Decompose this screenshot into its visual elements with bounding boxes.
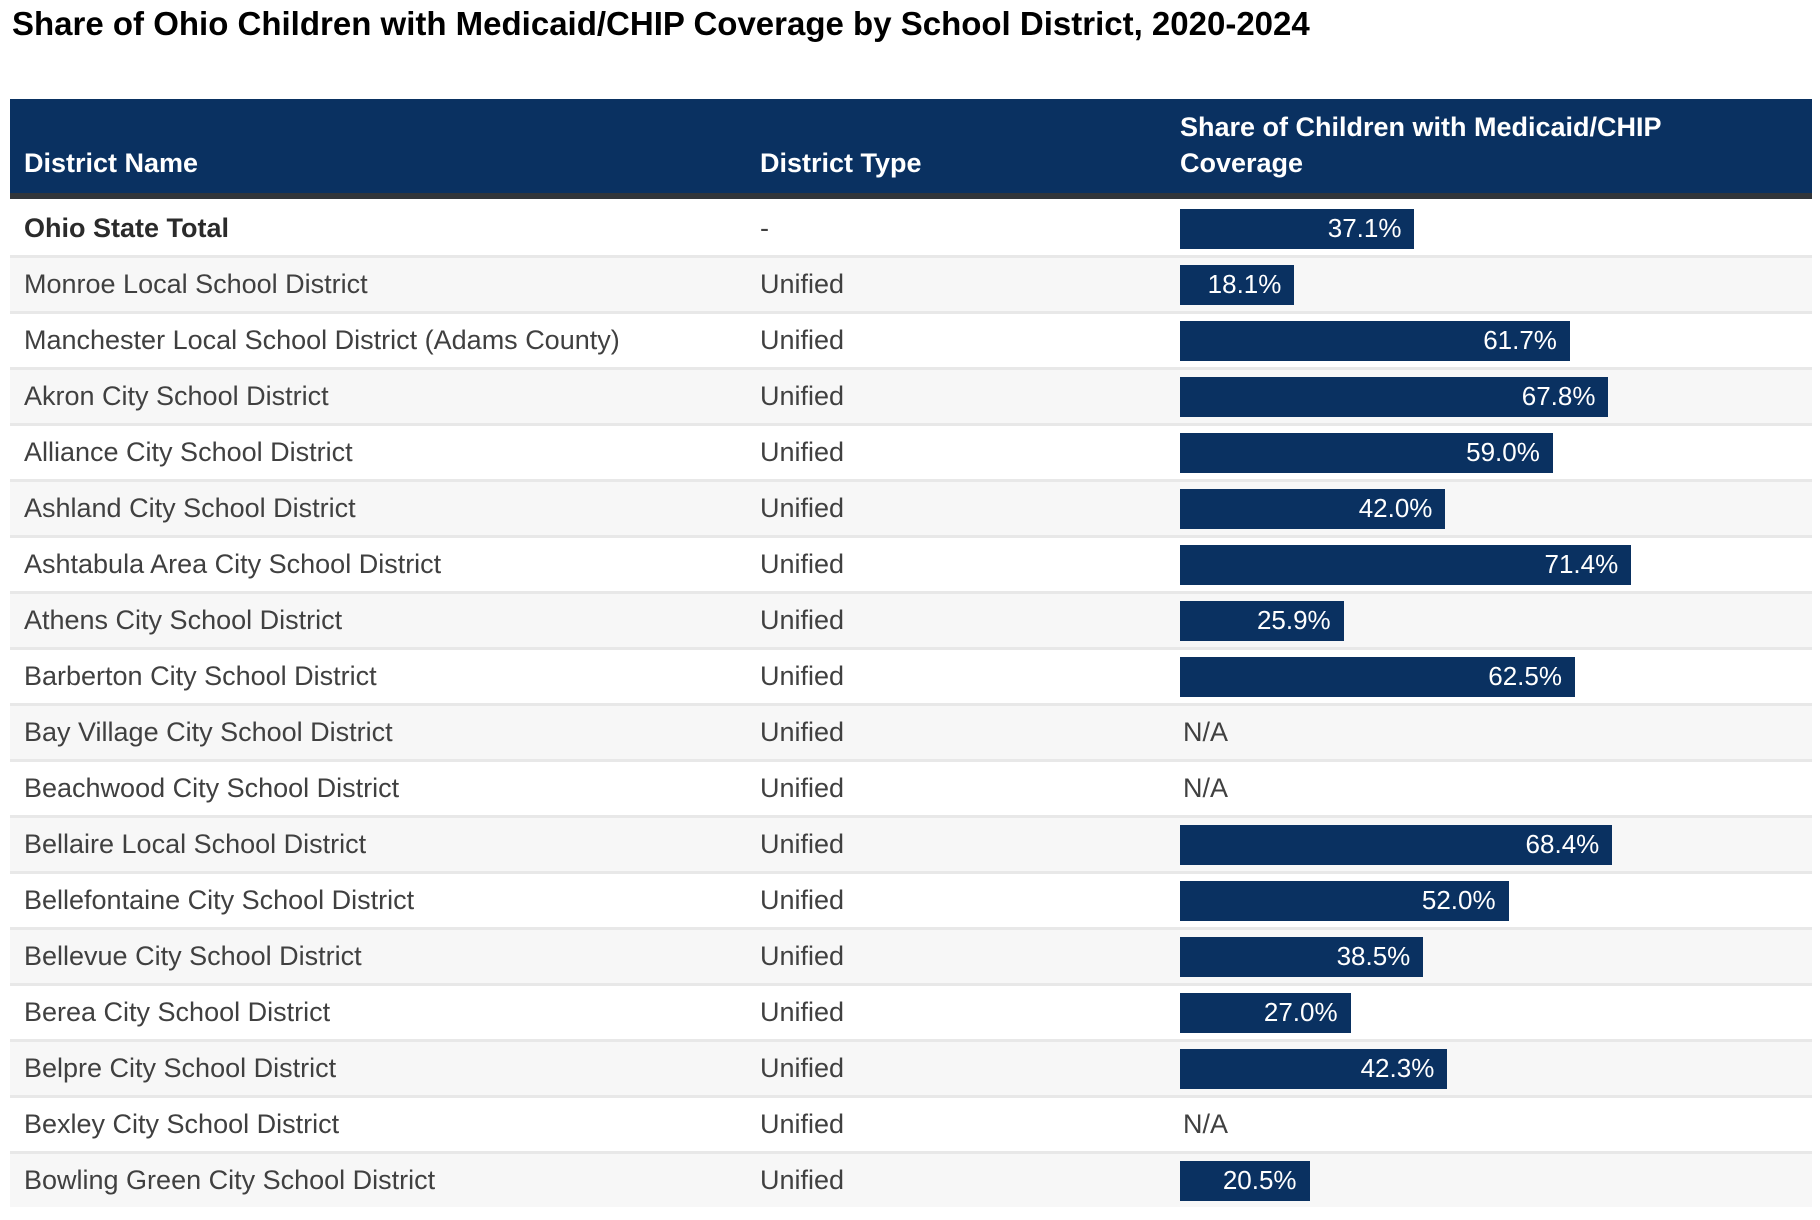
column-header-share-coverage [1180, 109, 1812, 181]
table-row [10, 983, 1812, 1039]
district-type-cell: Unified [760, 325, 845, 355]
share-bar-value-label: 42.3% [1360, 1053, 1435, 1083]
table-header-row [10, 99, 1812, 199]
table-row [10, 1151, 1812, 1207]
district-type-cell: Unified [760, 1053, 845, 1083]
district-name-cell: Bexley City School District [24, 1109, 340, 1139]
district-type-cell: Unified [760, 885, 845, 915]
share-bar [1180, 657, 1575, 697]
share-bar [1180, 937, 1423, 977]
share-coverage-cell [1180, 993, 1812, 1033]
district-name-cell: Bowling Green City School District [24, 1165, 436, 1195]
table-row [10, 815, 1812, 871]
share-bar [1180, 545, 1631, 585]
column-header-district-type-label: District Type [760, 148, 922, 178]
share-bar [1180, 601, 1344, 641]
share-bar [1180, 1049, 1447, 1089]
column-header-share-coverage-label: Share of Children with Medicaid/CHIP Coverage [1180, 112, 1662, 178]
table-row [10, 1039, 1812, 1095]
table-row [10, 703, 1812, 759]
district-type-cell: - [760, 213, 769, 243]
district-name-cell: Ashtabula Area City School District [24, 549, 442, 579]
district-type-cell: Unified [760, 1165, 845, 1195]
table-row [10, 871, 1812, 927]
district-name-cell: Athens City School District [24, 605, 343, 635]
district-name-cell: Akron City School District [24, 381, 329, 411]
share-bar-value-label: 20.5% [1222, 1165, 1297, 1195]
share-bar-value-label: 37.1% [1327, 213, 1402, 243]
share-bar-value-label: 38.5% [1336, 941, 1411, 971]
district-name-cell: Ohio State Total [24, 213, 230, 243]
column-header-district-type [760, 145, 1180, 181]
share-coverage-cell [1180, 881, 1812, 921]
district-type-cell: Unified [760, 437, 845, 467]
share-na-label: N/A [1183, 1109, 1229, 1139]
district-type-cell: Unified [760, 773, 845, 803]
share-bar-value-label: 67.8% [1521, 381, 1596, 411]
share-coverage-cell [1180, 1049, 1812, 1089]
district-name-cell: Berea City School District [24, 997, 331, 1027]
page-title: Share of Ohio Children with Medicaid/CHIP Coverage by School District, 2020-2024 [12, 5, 1310, 42]
share-coverage-cell [1180, 825, 1812, 865]
column-header-district-name [10, 145, 760, 181]
district-name-cell: Bay Village City School District [24, 717, 393, 747]
district-type-cell: Unified [760, 381, 845, 411]
share-bar-value-label: 71.4% [1544, 549, 1619, 579]
table-row [10, 311, 1812, 367]
share-bar-value-label: 59.0% [1466, 437, 1540, 467]
district-type-cell: Unified [760, 549, 845, 579]
share-coverage-cell [1180, 601, 1812, 641]
district-name-cell: Bellefontaine City School District [24, 885, 415, 915]
share-coverage-cell [1180, 265, 1812, 305]
district-name-cell: Beachwood City School District [24, 773, 400, 803]
share-coverage-cell [1180, 657, 1812, 697]
share-coverage-cell [1180, 545, 1812, 585]
share-bar [1180, 209, 1414, 249]
share-bar [1180, 377, 1608, 417]
district-type-cell: Unified [760, 997, 845, 1027]
table-row [10, 479, 1812, 535]
district-name-cell: Ashland City School District [24, 493, 356, 523]
share-bar [1180, 321, 1570, 361]
share-coverage-cell [1180, 489, 1812, 529]
share-bar [1180, 265, 1294, 305]
district-type-cell: Unified [760, 605, 845, 635]
share-na-label: N/A [1183, 773, 1229, 803]
share-bar-value-label: 27.0% [1263, 997, 1338, 1027]
share-bar [1180, 881, 1509, 921]
district-type-cell: Unified [760, 661, 845, 691]
table-row [10, 423, 1812, 479]
share-bar-value-label: 61.7% [1483, 325, 1557, 355]
share-coverage-cell [1180, 321, 1812, 361]
table-row [10, 367, 1812, 423]
share-bar-value-label: 18.1% [1207, 269, 1282, 299]
share-bar [1180, 825, 1612, 865]
table-row [10, 199, 1812, 255]
district-type-cell: Unified [760, 717, 845, 747]
share-coverage-cell [1180, 1161, 1812, 1201]
district-name-cell: Bellevue City School District [24, 941, 362, 971]
district-type-cell: Unified [760, 269, 845, 299]
district-name-cell: Monroe Local School District [24, 269, 368, 299]
district-name-cell: Alliance City School District [24, 437, 353, 467]
share-bar-value-label: 68.4% [1525, 829, 1600, 859]
district-name-cell: Barberton City School District [24, 661, 377, 691]
table-row [10, 1095, 1812, 1151]
share-bar-value-label: 25.9% [1256, 605, 1331, 635]
district-type-cell: Unified [760, 493, 845, 523]
share-bar [1180, 1161, 1310, 1201]
district-name-cell: Bellaire Local School District [24, 829, 367, 859]
district-name-cell: Manchester Local School District (Adams County) [24, 325, 620, 355]
share-coverage-cell [1180, 1109, 1812, 1140]
share-bar [1180, 489, 1445, 529]
share-coverage-cell [1180, 209, 1812, 249]
share-bar-value-label: 52.0% [1421, 885, 1496, 915]
table-row [10, 647, 1812, 703]
table-body [10, 199, 1812, 1207]
table-row [10, 591, 1812, 647]
share-bar [1180, 993, 1351, 1033]
share-bar-value-label: 62.5% [1488, 661, 1562, 691]
share-coverage-cell [1180, 773, 1812, 804]
share-bar [1180, 433, 1553, 473]
district-type-cell: Unified [760, 1109, 845, 1139]
district-coverage-table [10, 99, 1812, 1207]
district-type-cell: Unified [760, 829, 845, 859]
share-na-label: N/A [1183, 717, 1229, 747]
district-name-cell: Belpre City School District [24, 1053, 337, 1083]
table-row [10, 759, 1812, 815]
share-coverage-cell [1180, 717, 1812, 748]
table-row [10, 927, 1812, 983]
share-coverage-cell [1180, 937, 1812, 977]
district-type-cell: Unified [760, 941, 845, 971]
table-row [10, 535, 1812, 591]
share-coverage-cell [1180, 433, 1812, 473]
share-coverage-cell [1180, 377, 1812, 417]
table-row [10, 255, 1812, 311]
share-bar-value-label: 42.0% [1358, 493, 1433, 523]
column-header-district-name-label: District Name [24, 148, 199, 178]
